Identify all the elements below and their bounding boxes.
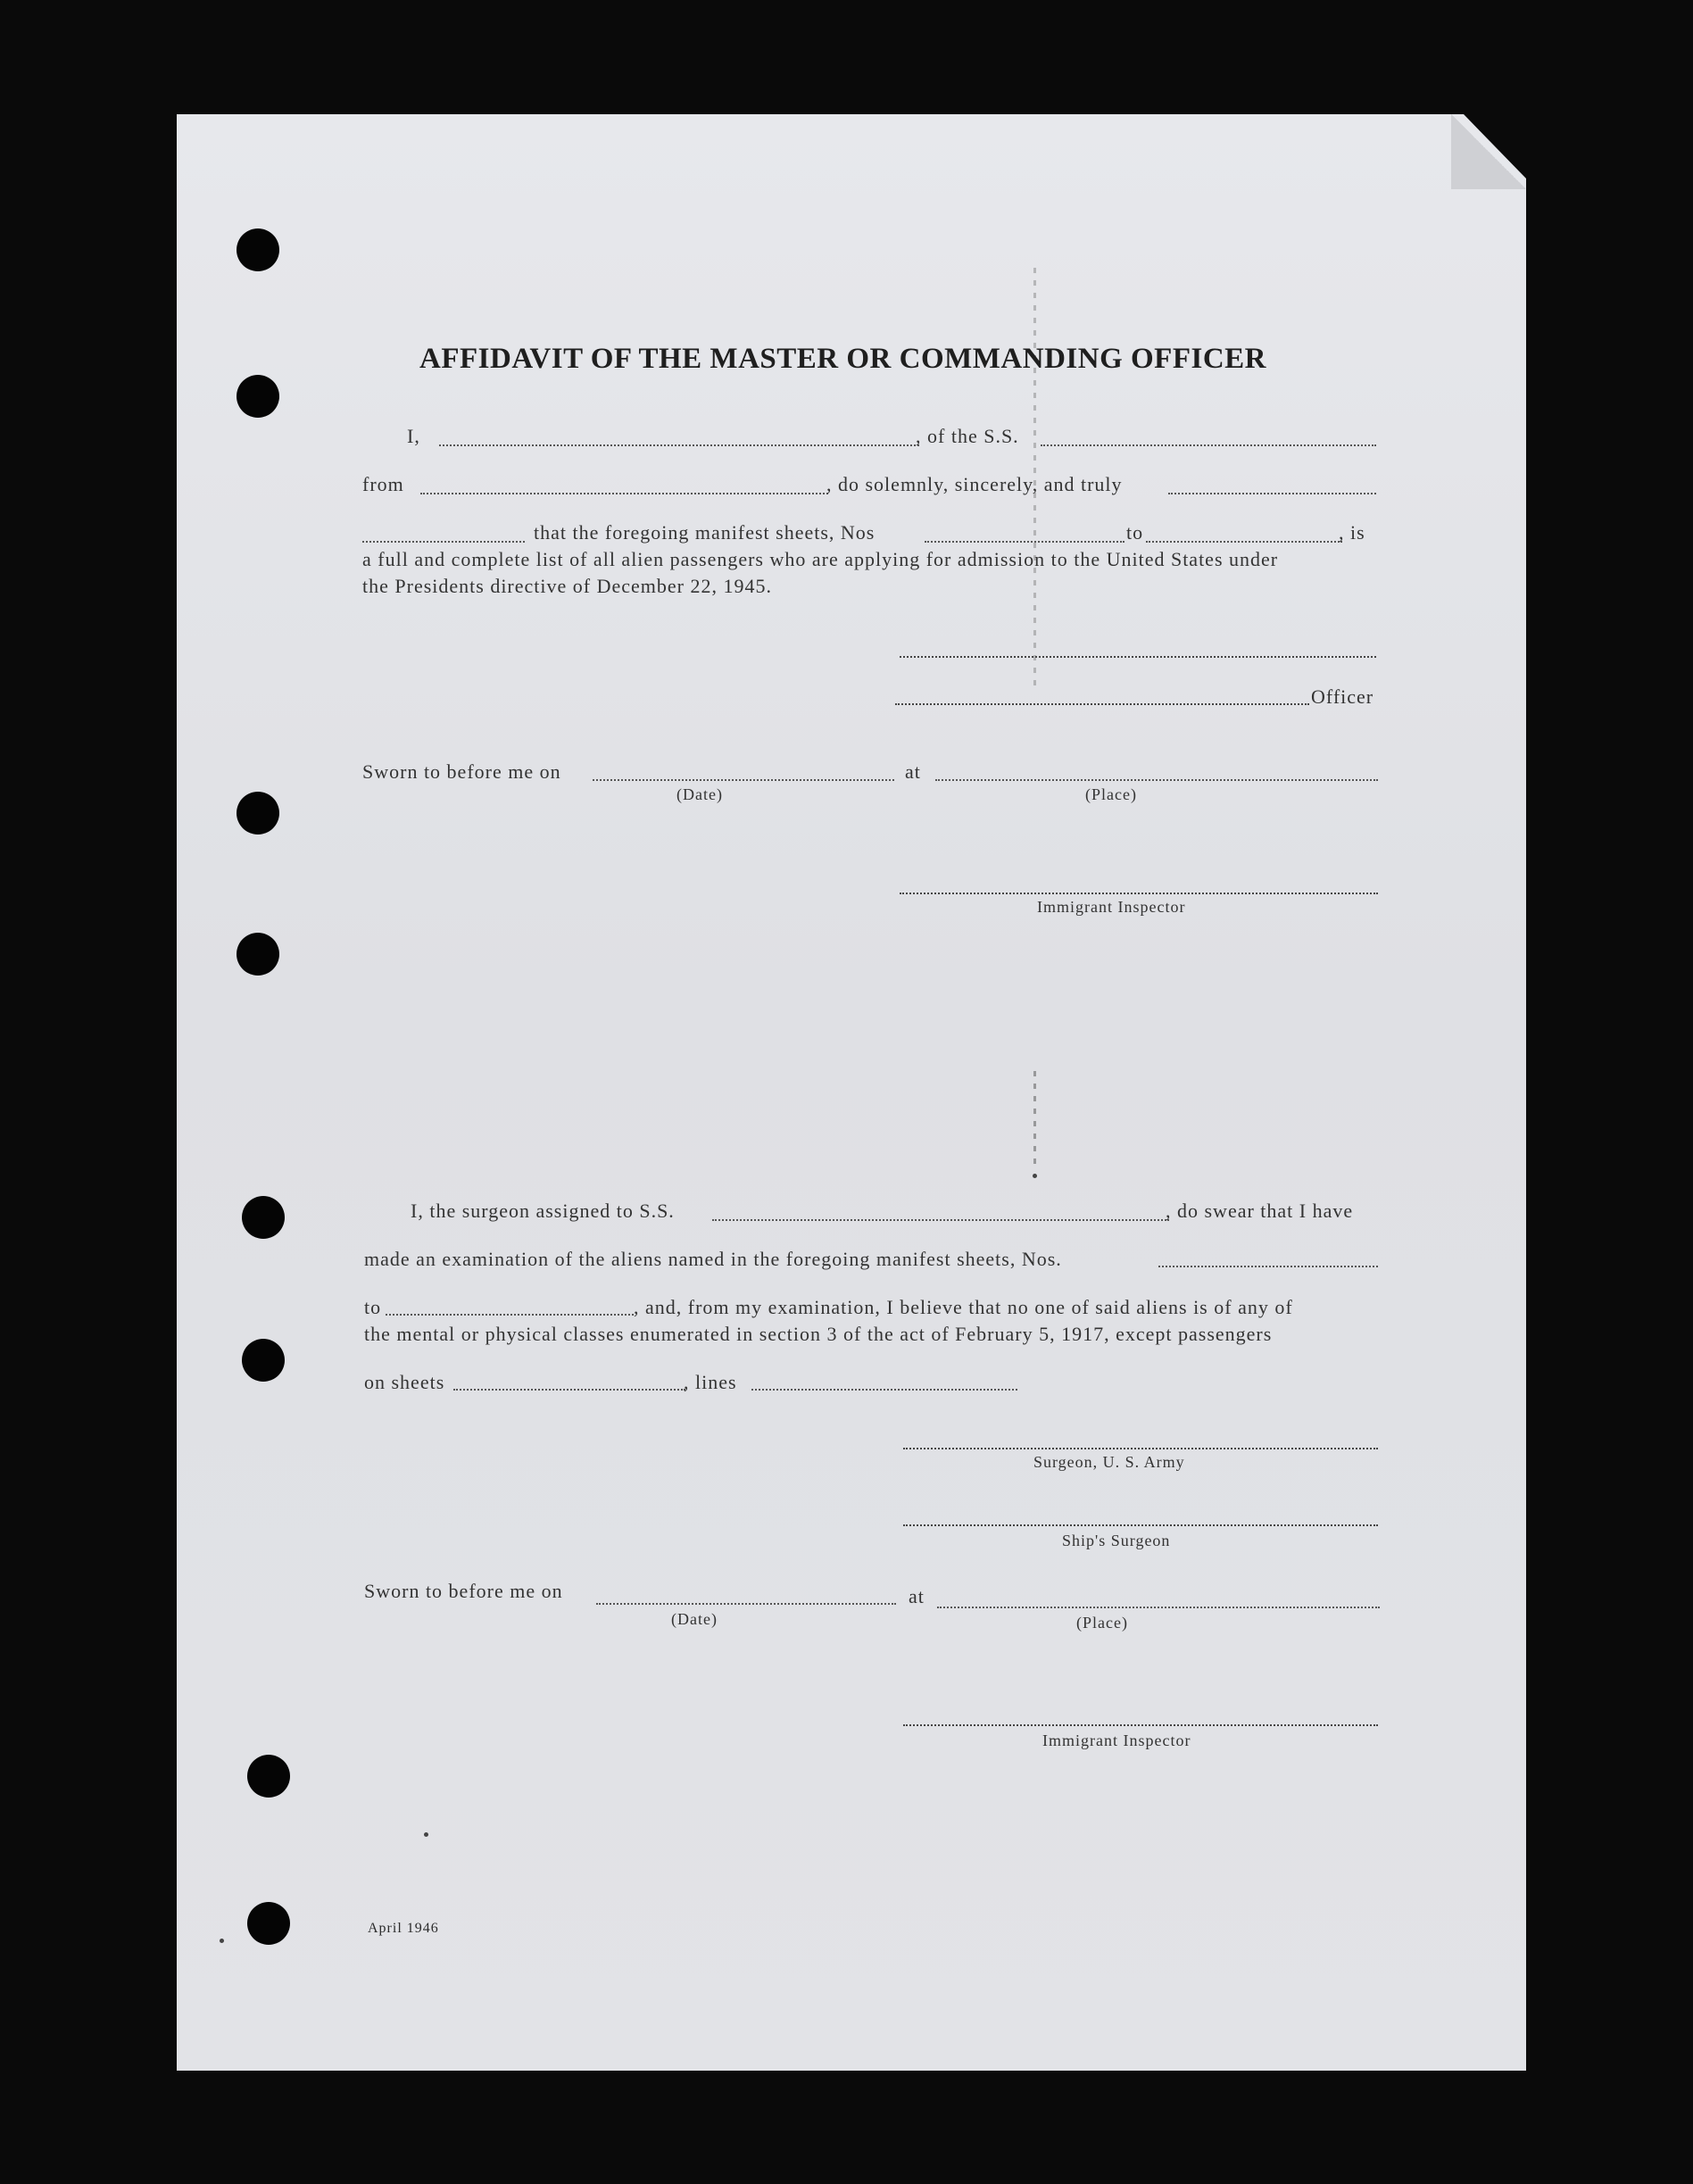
crease-mark	[1033, 1071, 1036, 1169]
master-from-field[interactable]	[420, 493, 828, 494]
master-sworn-place-field[interactable]	[935, 779, 1378, 781]
master-line-4: a full and complete list of all alien passengers who are applying for admission to the United States under	[362, 548, 1279, 570]
ship-surgeon-signature-line[interactable]	[903, 1524, 1378, 1526]
punch-hole	[247, 1902, 290, 1945]
form-page	[177, 114, 1526, 2071]
surgeon-on-sheets: on sheets	[364, 1371, 445, 1393]
ship-surgeon-label: Ship's Surgeon	[1062, 1532, 1171, 1549]
surgeon-line-1b: , do swear that I have	[1166, 1200, 1354, 1222]
surgeon-line-2: made an examination of the aliens named in the foregoing manifest sheets, Nos.	[364, 1248, 1062, 1270]
officer-signature-line-2[interactable]	[895, 703, 1309, 705]
master-place-label: (Place)	[1085, 785, 1137, 803]
punch-hole	[242, 1339, 285, 1382]
punch-hole	[237, 792, 279, 835]
surgeon-line-4: the mental or physical classes enumerated in section 3 of the act of February 5, 1917, except passengers	[364, 1323, 1273, 1345]
master-from: from	[362, 473, 404, 495]
speck	[424, 1832, 428, 1837]
surgeon-nos-from-field[interactable]	[1158, 1266, 1378, 1267]
surgeon-ship-field[interactable]	[712, 1219, 1169, 1221]
surgeon-line-3b: , and, from my examination, I believe that no one of said aliens is of any of	[634, 1296, 1293, 1318]
punch-hole	[242, 1196, 285, 1239]
army-surgeon-signature-line[interactable]	[903, 1448, 1378, 1449]
master-is: , is	[1339, 521, 1365, 544]
master-sworn-date-field[interactable]	[593, 779, 894, 781]
surgeon-sheets-field[interactable]	[453, 1389, 685, 1391]
officer-label: Officer	[1311, 685, 1374, 708]
surgeon-to: to	[364, 1296, 382, 1318]
master-sworn: Sworn to before me on	[362, 760, 561, 783]
punch-hole	[237, 375, 279, 418]
surgeon-sworn-date-field[interactable]	[596, 1603, 896, 1605]
master-swear: , do solemnly, sincerely, and truly	[826, 473, 1123, 495]
master-line-5: the Presidents directive of December 22, 1945.	[362, 575, 772, 597]
master-nos-from-field[interactable]	[925, 541, 1125, 543]
surgeon-date-label: (Date)	[671, 1610, 718, 1628]
master-inspector-label: Immigrant Inspector	[1037, 898, 1186, 916]
surgeon-lines-field[interactable]	[751, 1389, 1017, 1391]
master-oath-field[interactable]	[362, 541, 525, 543]
surgeon-lines: , lines	[684, 1371, 737, 1393]
army-surgeon-label: Surgeon, U. S. Army	[1033, 1453, 1185, 1471]
punch-hole	[247, 1755, 290, 1798]
surgeon-at: at	[909, 1585, 925, 1607]
master-date-label: (Date)	[676, 785, 723, 803]
master-at: at	[905, 760, 921, 783]
master-ship-field[interactable]	[1041, 444, 1376, 446]
master-inspector-line[interactable]	[900, 893, 1378, 894]
form-date-footer: April 1946	[368, 1921, 439, 1936]
surgeon-inspector-label: Immigrant Inspector	[1042, 1731, 1191, 1749]
surgeon-sworn-place-field[interactable]	[937, 1607, 1380, 1608]
master-name-field[interactable]	[439, 444, 919, 446]
surgeon-line-1a: I, the surgeon assigned to S.S.	[411, 1200, 675, 1222]
form-title: AFFIDAVIT OF THE MASTER OR COMMANDING OFFICER	[419, 343, 1266, 375]
master-i: I,	[407, 425, 420, 447]
master-to: to	[1126, 521, 1144, 544]
surgeon-place-label: (Place)	[1076, 1614, 1128, 1632]
master-nos-to-field[interactable]	[1146, 541, 1342, 543]
speck	[1033, 1174, 1037, 1178]
surgeon-sworn: Sworn to before me on	[364, 1580, 563, 1602]
punch-hole	[237, 228, 279, 271]
surgeon-nos-to-field[interactable]	[386, 1314, 634, 1316]
speck	[220, 1939, 224, 1943]
punch-hole	[237, 933, 279, 976]
officer-signature-line-1[interactable]	[900, 656, 1376, 658]
master-that: that the foregoing manifest sheets, Nos	[534, 521, 876, 544]
master-truly-field[interactable]	[1168, 493, 1376, 494]
master-of-ss: , of the S.S.	[916, 425, 1019, 447]
surgeon-inspector-line[interactable]	[903, 1724, 1378, 1726]
folded-corner	[1451, 114, 1526, 189]
